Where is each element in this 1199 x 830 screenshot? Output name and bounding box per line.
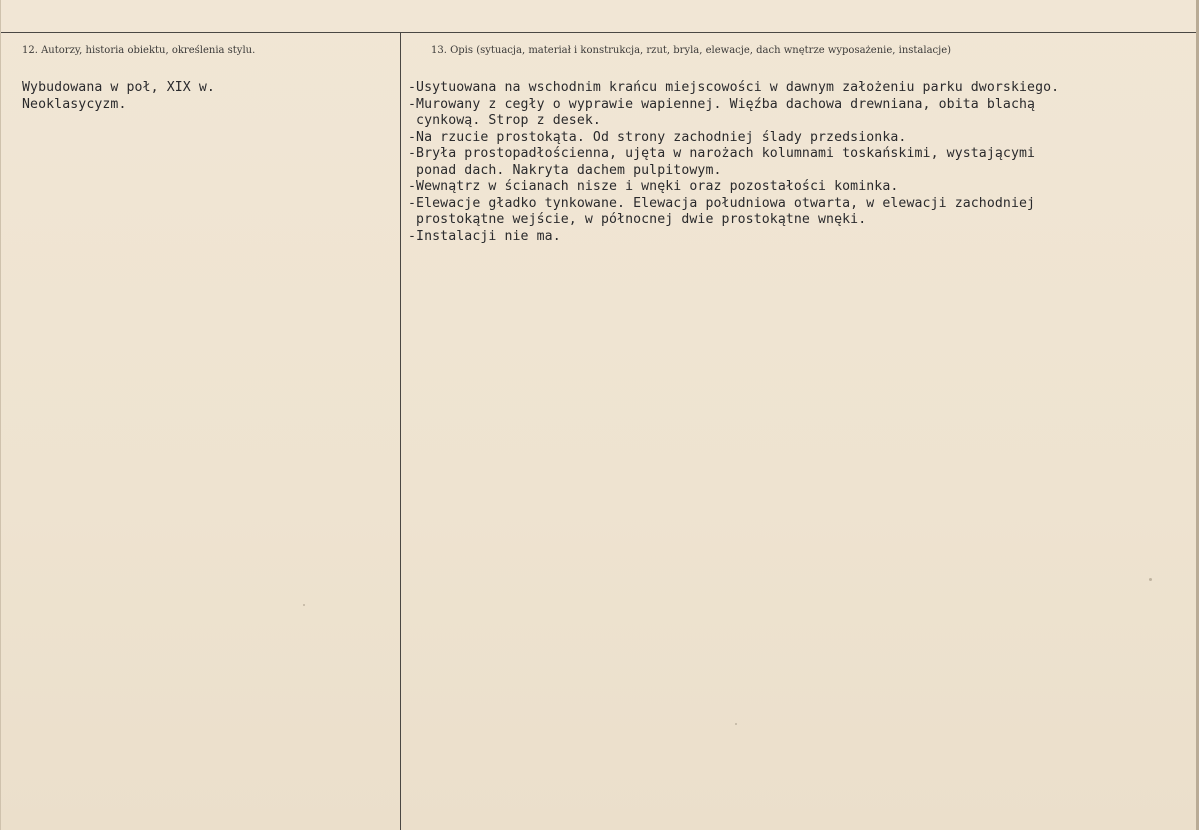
field-13-line: -Elewacje gładko tynkowane. Elewacja południowa otwarta, w elewacji zachodniej: [408, 195, 1036, 211]
field-13-line: -Wewnątrz w ścianach nisze i wnęki oraz pozostałości kominka.: [408, 179, 899, 194]
paper-speck: [303, 604, 305, 606]
field-13-line: -Murowany z cegły o wyprawie wapiennej. Więźba dachowa drewniana, obita blachą: [408, 96, 1036, 112]
field-13-line: ponad dach. Nakryta dachem pulpitowym.: [408, 162, 722, 178]
top-rule-line: [1, 32, 1199, 33]
field-13-line: cynkową. Strop z desek.: [408, 113, 601, 128]
paper-speck: [1149, 578, 1152, 581]
field-13-line: -Instalacji nie ma.: [408, 228, 561, 244]
column-divider-line: [400, 32, 401, 830]
field-12-line: Neoklasycyzm.: [22, 96, 127, 112]
field-13-line: -Na rzucie prostokąta. Od strony zachodniej ślady przedsionka.: [408, 129, 907, 145]
field-12-label: 12. Autorzy, historia obiektu, określenia stylu.: [22, 45, 256, 56]
field-12-typed-text: [22, 80, 215, 113]
paper-speck: [735, 723, 737, 725]
field-13-label: 13. Opis (sytuacja, materiał i konstrukcja, rzut, bryla, elewacje, dach wnętrze wyposażenie, instalacje): [431, 45, 952, 56]
field-12-line: Wybudowana w poł, XIX w.: [22, 80, 215, 95]
field-13-typed-text: [408, 80, 1198, 245]
field-13-line: -Usytuowana na wschodnim krańcu miejscowości w dawnym założeniu parku dworskiego.: [408, 80, 1060, 95]
field-13-line: prostokątne wejście, w północnej dwie prostokątne wnęki.: [408, 212, 867, 227]
field-13-line: -Bryła prostopadłościenna, ujęta w narożach kolumnami toskańskimi, wystającymi: [408, 146, 1036, 161]
